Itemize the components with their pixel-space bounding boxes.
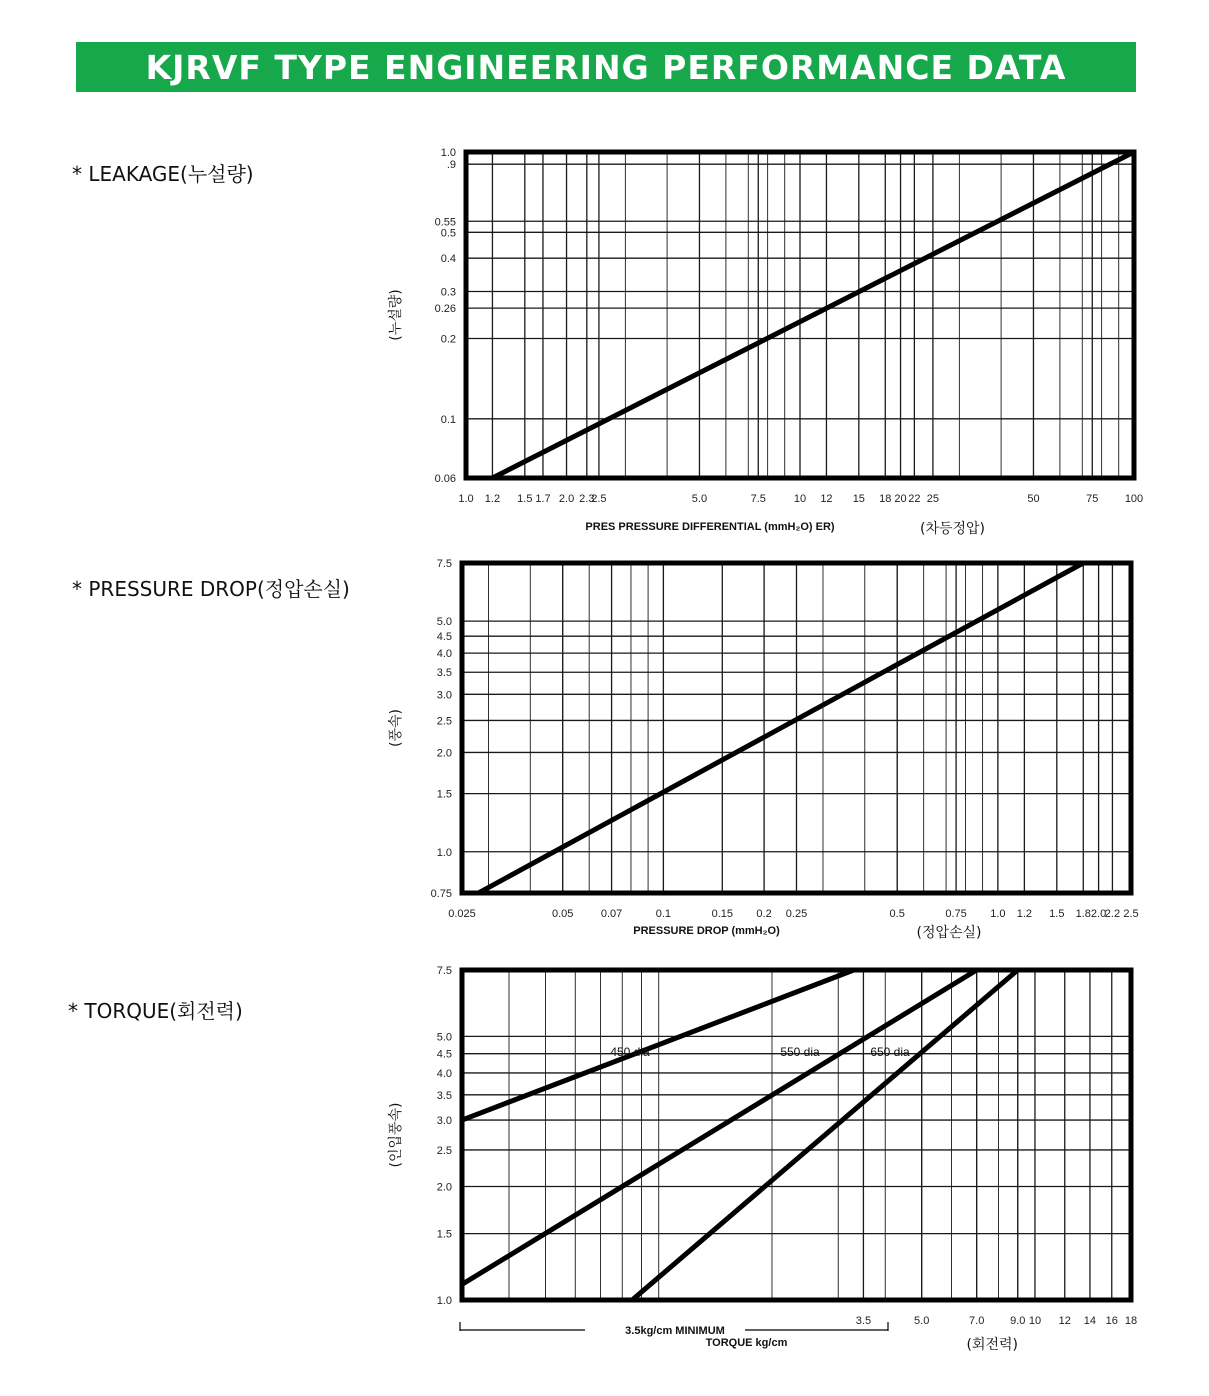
y-tick-label: 7.5	[436, 558, 452, 570]
x-tick-label: 0.15	[711, 908, 734, 920]
x-tick-label: 18	[1124, 1315, 1138, 1327]
y-tick-label: 0.3	[440, 286, 456, 299]
y-tick-label: 2.5	[436, 715, 452, 728]
x-tick-label: 7.5	[750, 493, 766, 505]
x-tick-label: 0.2	[756, 908, 772, 920]
x-tick-label: 22	[908, 493, 921, 505]
x-tick-label: 10	[793, 493, 807, 505]
x-tick-label: 15	[852, 493, 865, 505]
x-axis-title-korean: (정압손실)	[916, 925, 982, 941]
series-label: 450 dia	[610, 1045, 650, 1059]
y-tick-label: 7.5	[436, 965, 452, 977]
x-tick-label: 1.2	[1016, 908, 1033, 920]
x-tick-label: 75	[1086, 493, 1099, 505]
page-title: KJRVF TYPE ENGINEERING PERFORMANCE DATA	[145, 47, 1067, 87]
y-tick-label: 4.0	[436, 1067, 452, 1080]
series-line-2	[462, 970, 977, 1284]
x-tick-label: 2.3	[579, 493, 595, 505]
y-tick-label: 5.0	[436, 616, 452, 629]
x-axis-title: TORQUE kg/cm	[705, 1337, 788, 1349]
y-tick-label: 2.5	[436, 1144, 452, 1157]
x-tick-label: 12	[820, 493, 833, 505]
x-tick-label: 0.75	[945, 908, 967, 920]
x-axis-title: PRESSURE DROP (mmH₂O)	[633, 925, 780, 937]
y-tick-label: 0.55	[434, 216, 456, 229]
x-tick-label: 18	[879, 493, 892, 505]
x-tick-label: 0.1	[655, 908, 672, 920]
y-axis-title: (풍속)	[388, 709, 404, 747]
x-tick-label: 25	[926, 493, 940, 505]
y-tick-label: 0.1	[440, 413, 456, 426]
series-label: 650 dia	[870, 1045, 910, 1059]
x-tick-label: 12	[1058, 1315, 1071, 1327]
x-tick-label: 5.0	[691, 493, 708, 505]
x-axis-title: PRES PRESSURE DIFFERENTIAL (mmH₂O) ER)	[585, 521, 835, 533]
x-tick-label: 50	[1027, 493, 1040, 505]
x-tick-label: 1.5	[517, 493, 533, 505]
x-tick-label: 0.07	[600, 908, 623, 920]
section-label-torque: * TORQUE(회전력)	[68, 999, 243, 1023]
x-tick-label: 14	[1083, 1315, 1097, 1327]
x-tick-label: 3.5	[855, 1315, 872, 1327]
y-tick-label: 2.0	[436, 747, 452, 760]
y-tick-label: 3.5	[436, 667, 452, 680]
y-tick-label: 1.5	[436, 788, 452, 801]
y-axis-title: (누설량)	[388, 289, 404, 341]
y-tick-label: 4.5	[436, 631, 452, 644]
y-tick-label: 4.5	[436, 1048, 452, 1061]
x-tick-label: 2.0	[1090, 908, 1107, 920]
x-tick-label: 1.2	[484, 493, 501, 505]
y-tick-label: 1.5	[436, 1228, 452, 1241]
y-tick-label: 0.06	[434, 473, 456, 485]
section-label-pressure-drop: * PRESSURE DROP(정압손실)	[72, 577, 350, 601]
x-tick-label: 20	[894, 493, 907, 505]
y-tick-label: 1.0	[436, 1295, 452, 1307]
x-axis-title-korean: (회전력)	[966, 1337, 1018, 1353]
y-tick-label: 0.26	[434, 303, 456, 316]
y-tick-label: 3.5	[436, 1089, 452, 1102]
y-tick-label: 0.5	[440, 227, 456, 240]
x-tick-label: 1.0	[990, 908, 1006, 920]
x-tick-label: 9.0	[1010, 1315, 1026, 1327]
x-tick-label: 0.25	[785, 908, 808, 920]
x-tick-label: 0.5	[889, 908, 905, 920]
minimum-note: 3.5kg/cm MINIMUM	[625, 1325, 725, 1337]
x-tick-label: 7.0	[969, 1315, 985, 1327]
x-tick-label: 10	[1028, 1315, 1042, 1327]
y-tick-label: .9	[446, 159, 456, 172]
y-tick-label: 0.2	[440, 333, 456, 346]
x-tick-label: 16	[1105, 1315, 1118, 1327]
x-axis-title-korean: (차등정압)	[920, 521, 986, 537]
y-tick-label: 0.75	[430, 888, 452, 900]
x-tick-label: 1.7	[535, 493, 551, 505]
x-tick-label: 0.025	[448, 908, 476, 920]
x-tick-label: 2.0	[558, 493, 575, 505]
x-tick-label: 2.5	[591, 493, 607, 505]
y-tick-label: 2.0	[436, 1181, 452, 1194]
y-tick-label: 1.0	[436, 846, 452, 859]
x-tick-label: 1.5	[1049, 908, 1065, 920]
x-tick-label: 2.2	[1104, 908, 1121, 920]
x-tick-label: 100	[1124, 493, 1144, 505]
x-tick-label: 1.8	[1075, 908, 1091, 920]
y-tick-label: 4.0	[436, 648, 452, 661]
y-tick-label: 3.0	[436, 689, 452, 702]
series-line-3	[632, 970, 1018, 1300]
y-axis-title: (인입풍속)	[388, 1102, 404, 1168]
plot-frame	[462, 970, 1131, 1300]
section-label-leakage: * LEAKAGE(누설량)	[72, 162, 254, 186]
x-tick-label: 5.0	[914, 1315, 930, 1327]
y-tick-label: 5.0	[436, 1031, 452, 1044]
x-tick-label: 1.0	[458, 493, 474, 505]
x-tick-label: 2.5	[1123, 908, 1139, 920]
x-tick-label: 0.05	[551, 908, 574, 920]
y-tick-label: 3.0	[436, 1115, 452, 1128]
y-tick-label: 0.4	[440, 253, 456, 266]
series-label: 550 dia	[780, 1045, 820, 1059]
y-tick-label: 1.0	[440, 147, 456, 159]
